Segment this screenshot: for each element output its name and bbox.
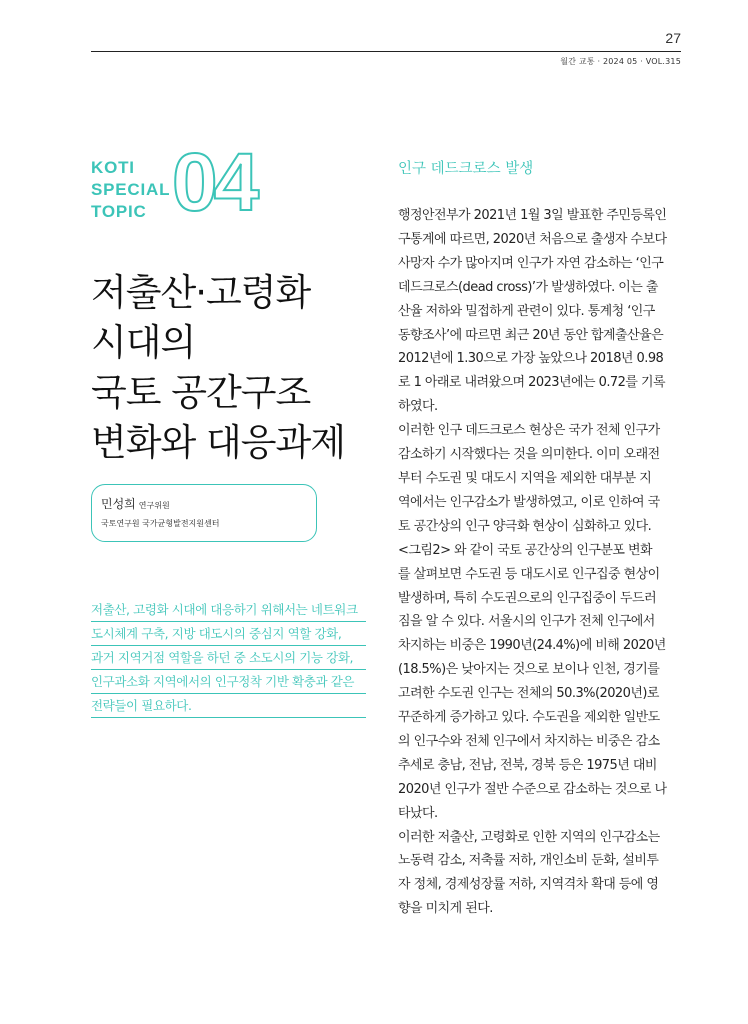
body-line: 이러한 저출산, 고령화로 인한 지역의 인구감소는 bbox=[398, 829, 660, 845]
author-line bbox=[101, 497, 316, 513]
body-line: 로 1 아래로 내려왔으며 2023년에는 0.72를 기록 bbox=[398, 375, 665, 391]
body-line: 고려한 수도권 인구는 전체의 50.3%(2020년)로 bbox=[398, 686, 659, 702]
body-line: 감소하기 시작했다는 것을 의미한다. 이미 오래전 bbox=[398, 447, 660, 463]
body-line: 2012년에 1.30으로 가장 높았으나 2018년 0.98 bbox=[398, 351, 664, 367]
summary bbox=[91, 598, 366, 718]
body-line: 데드크로스(dead cross)’가 발생하였다. 이는 출 bbox=[398, 279, 658, 295]
body-line: 토 공간상의 인구 양극화 현상이 심화하고 있다. bbox=[398, 518, 652, 534]
summary-line: 과거 지역거점 역할을 하던 중 소도시의 기능 강화, bbox=[91, 646, 366, 670]
title-line: 시대의 bbox=[91, 321, 196, 364]
tag-line-koti: KOTI bbox=[91, 158, 135, 177]
tag-line-topic: TOPIC bbox=[91, 202, 147, 221]
title-line: 국토 공간구조 bbox=[91, 371, 311, 414]
body-line: 를 살펴보면 수도권 등 대도시로 인구집중 현상이 bbox=[398, 566, 660, 582]
author-affiliation: 국토연구원 국가균형발전지원센터 bbox=[101, 519, 220, 528]
summary-line: 도시체계 구축, 지방 대도시의 중심지 역할 강화, bbox=[91, 622, 366, 646]
author-name: 민성희 bbox=[101, 497, 136, 511]
body-line: 구통계에 따르면, 2020년 처음으로 출생자 수보다 bbox=[398, 231, 667, 247]
body-line: 하였다. bbox=[398, 399, 438, 415]
author-role: 연구위원 bbox=[138, 501, 170, 510]
body-line: 발생하며, 특히 수도권으로의 인구집중이 두드러 bbox=[398, 590, 657, 606]
body-line: 향을 미치게 된다. bbox=[398, 901, 493, 917]
body-line: 자 정체, 경제성장률 저하, 지역격차 확대 등에 영 bbox=[398, 877, 659, 893]
body-line: 꾸준하게 증가하고 있다. 수도권을 제외한 일반도 bbox=[398, 710, 660, 726]
issue-info: 월간 교통 · 2024 05 · VOL.315 bbox=[560, 57, 681, 66]
body-line: 의 인구수와 전체 인구에서 차지하는 비중은 감소 bbox=[398, 733, 660, 749]
body-line: 차지하는 비중은 1990년(24.4%)에 비해 2020년 bbox=[398, 638, 666, 654]
body-line: 노동력 감소, 저축률 저하, 개인소비 둔화, 설비투 bbox=[398, 853, 659, 869]
topic-number: 04 bbox=[172, 137, 256, 228]
koti-special-topic-tag bbox=[91, 157, 170, 223]
body-line: <그림2> 와 같이 국토 공간상의 인구분포 변화 bbox=[398, 542, 653, 558]
body-line: 2020년 인구가 절반 수준으로 감소하는 것으로 나 bbox=[398, 781, 667, 797]
tag-line-special: SPECIAL bbox=[91, 180, 171, 199]
body-line: 타났다. bbox=[398, 805, 438, 821]
body-line: (18.5%)은 낮아지는 것으로 보이나 인천, 경기를 bbox=[398, 662, 660, 678]
body-text bbox=[398, 204, 684, 921]
summary-line: 인구과소화 지역에서의 인구정착 기반 확충과 같은 bbox=[91, 670, 366, 694]
body-line: 짐을 알 수 있다. 서울시의 인구가 전체 인구에서 bbox=[398, 614, 655, 630]
article-title bbox=[91, 268, 371, 468]
body-line: 부터 수도권 및 대도시 지역을 제외한 대부분 지 bbox=[398, 470, 652, 486]
section-heading: 인구 데드크로스 발생 bbox=[398, 161, 534, 177]
body-line: 행정안전부가 2021년 1월 3일 발표한 주민등록인 bbox=[398, 208, 667, 223]
summary-line: 저출산, 고령화 시대에 대응하기 위해서는 네트워크 bbox=[91, 598, 366, 622]
title-line: 저출산·고령화 bbox=[91, 271, 311, 314]
body-line: 추세로 충남, 전남, 전북, 경북 등은 1975년 대비 bbox=[398, 757, 657, 773]
body-line: 동향조사’에 따르면 최근 20년 동안 합계출산율은 bbox=[398, 327, 664, 343]
page-number: 27 bbox=[665, 30, 681, 46]
summary-line: 전략들이 필요하다. bbox=[91, 694, 366, 718]
body-line: 이러한 인구 데드크로스 현상은 국가 전체 인구가 bbox=[398, 423, 660, 439]
body-line: 산율 저하와 밀접하게 관련이 있다. 통계청 ‘인구 bbox=[398, 303, 655, 319]
header-rule bbox=[91, 51, 681, 52]
author-box bbox=[91, 484, 317, 542]
title-line: 변화와 대응과제 bbox=[91, 421, 345, 464]
body-line: 사망자 수가 많아지며 인구가 자연 감소하는 ‘인구 bbox=[398, 255, 664, 271]
body-line: 역에서는 인구감소가 발생하였고, 이로 인하여 국 bbox=[398, 494, 660, 510]
